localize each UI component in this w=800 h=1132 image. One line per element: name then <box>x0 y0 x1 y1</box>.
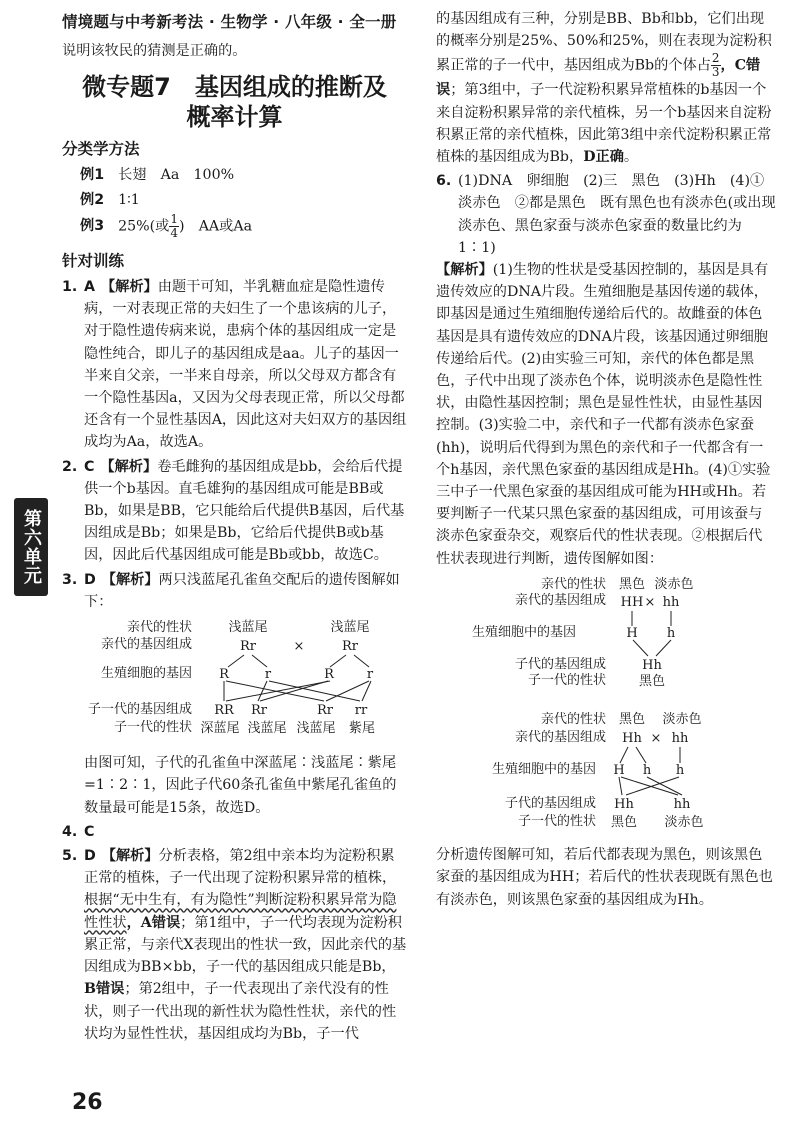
method-heading: 分类学方法 <box>62 140 140 159</box>
running-header: 情境题与中考新考法 · 生物学 · 八年级 · 全一册 <box>62 13 397 31</box>
svg-text:×: × <box>644 594 656 610</box>
svg-text:子一代的性状: 子一代的性状 <box>527 672 606 688</box>
svg-text:淡赤色: 淡赤色 <box>662 712 702 728</box>
example-1: 例1 长翅 Aa 100% <box>80 167 235 184</box>
intro-text: 说明该牧民的猜测是正确的。 <box>62 43 247 59</box>
page-number: 26 <box>72 1090 103 1115</box>
svg-text:浅蓝尾: 浅蓝尾 <box>228 620 268 636</box>
svg-text:黑色: 黑色 <box>638 673 666 689</box>
example-2: 例2 1∶1 <box>80 191 140 208</box>
svg-text:生殖细胞的基因: 生殖细胞的基因 <box>100 666 192 682</box>
question-1: 1. A 【解析】由题干可知，半乳糖血症是隐性遗传病，一对表现正常的夫妇生了一个患该病的儿子，对于隐性遗传病来说，患病个体的基因组成一定是隐性纯合，即儿子的基因组成是aa。儿子的基因一半来自父亲，一半来自母亲，所以父母双方都含有一个隐性基因a，又因为父母表现正常，所以父母都还含有一个显性基因A，因此这对夫妇双方的基因组成均为Aa，故选A。 <box>62 279 407 451</box>
silkworm-inheritance-diagram-1 <box>436 574 776 694</box>
svg-text:H: H <box>613 763 625 779</box>
closing-analysis: 分析遗传图解可知，若后代都表现为黑色，则该黑色家蚕的基因组成为HH；若后代的性状表现既有黑色也有淡赤色，则该黑色家蚕的基因组成为Hh。 <box>436 847 773 908</box>
unit-side-tab: 第六单元 <box>14 498 48 596</box>
svg-text:浅蓝尾: 浅蓝尾 <box>247 721 287 737</box>
question-2: 2. C 【解析】卷毛雌狗的基因组成是bb，会给后代提供一个b基因。直毛雄狗的基因组成可能是BB或Bb，如果是BB，它只能给后代提供B基因，后代基因组成是Bb；如果是Bb，它给后代提供B或b基因，因此后代基因组成可能是Bb或bb，故选C。 <box>62 458 405 564</box>
svg-text:r: r <box>264 667 272 683</box>
svg-text:hh: hh <box>673 797 691 813</box>
svg-text:亲代的基因组成: 亲代的基因组成 <box>100 637 192 653</box>
question-3: 3. D 【解析】两只浅蓝尾孔雀鱼交配后的遗传图解如下： <box>62 571 400 610</box>
left-column <box>62 40 407 1045</box>
svg-text:深蓝尾: 深蓝尾 <box>200 721 240 737</box>
svg-text:Rr: Rr <box>341 639 359 655</box>
svg-text:h: h <box>666 625 676 641</box>
example-3: 例3 25%(或 $\frac{1}{4}$ ) AA或Aa <box>80 211 253 240</box>
svg-text:子一代的性状: 子一代的性状 <box>517 814 596 830</box>
svg-text:Rr: Rr <box>239 639 257 655</box>
question-6: 6. (1)DNA 卵细胞 (2)三 黑色 (3)Hh (4)①淡赤色 ②都是黑色 既有黑色也有淡赤色(或出现淡赤色、黑色家蚕与淡赤色家蚕的数量比约为1∶1) <box>436 173 776 256</box>
svg-text:×: × <box>293 639 305 655</box>
svg-text:子一代的性状: 子一代的性状 <box>113 720 192 736</box>
svg-text:黑色: 黑色 <box>618 576 646 592</box>
svg-text:hh: hh <box>662 594 680 610</box>
svg-text:生殖细胞中的基因: 生殖细胞中的基因 <box>471 624 576 640</box>
svg-text:浅蓝尾: 浅蓝尾 <box>330 620 370 636</box>
svg-text:亲代的性状: 亲代的性状 <box>540 712 606 728</box>
svg-text:子代的基因组成: 子代的基因组成 <box>514 656 606 672</box>
svg-text:×: × <box>650 731 662 747</box>
svg-text:h: h <box>675 763 685 779</box>
question-5: 5. D 【解析】分析表格，第2组中亲本均为淀粉积累正常的植株，子一代出现了淀粉积累异常的植株，根据“无中生有，有为隐性”判断淀粉积累异常为隐性性状，A错误；第1组中，子一代均表现为淀粉积累正常，与亲代X表现出的性状一致，因此亲代的基因组成为BB×bb，子一代的基因组成只能是Bb，B错误；第2组中，子一代表现出了亲代没有的性状，则子一代出现的新性状为隐性性状，亲代的性状均为显性性状，基因组成均为Bb，子一代 <box>62 848 407 1042</box>
svg-text:亲代的性状: 亲代的性状 <box>540 576 606 592</box>
svg-text:Rr: Rr <box>316 703 334 719</box>
svg-text:h: h <box>642 763 652 779</box>
svg-text:浅蓝尾: 浅蓝尾 <box>296 721 336 737</box>
svg-text:Hh: Hh <box>642 657 662 673</box>
training-heading: 针对训练 <box>62 251 125 270</box>
svg-text:子一代的基因组成: 子一代的基因组成 <box>87 702 192 718</box>
svg-text:Rr: Rr <box>250 703 268 719</box>
q3-conclusion: 由图可知，子代的孔雀鱼中深蓝尾∶浅蓝尾∶紫尾=1∶2∶1，因此子代60条孔雀鱼中紫尾孔雀鱼的数量最可能是15条，故选D。 <box>84 755 397 816</box>
svg-text:r: r <box>366 667 374 683</box>
svg-text:淡赤色: 淡赤色 <box>654 576 694 592</box>
section-title: 微专题7 基因组成的推断及 概率计算 <box>82 73 387 132</box>
q6-analysis: 【解析】(1)生物的性状是受基因控制的，基因是具有遗传效应的DNA片段。生殖细胞是基因传递的载体，即基因是通过生殖细胞传递给后代的。故雌蚕的体色基因是具有遗传效应的DNA片段，该基因通过卵细胞传递给后代。(2)由实验三可知，亲代的体色都是黑色，子代中出现了淡赤色个体，说明淡赤色是隐性性状，由隐性基因控制；黑色是显性性状，由显性基因控制。(3)实验二中，亲代和子一代都有淡赤色家蚕(hh)，说明后代得到为黑色的亲代和子一代都含有一个h基因，亲代黑色家蚕的基因组成是Hh。(4)①实验三中子一代黑色家蚕的基因组成可能为HH或Hh。若要判断子一代某只黑色家蚕的基因组成，可用该蚕与淡赤色家蚕杂交，观察后代的性状表现。②根据后代性状表现进行判断，遗传图解如图： <box>436 262 771 567</box>
svg-text:hh: hh <box>671 731 689 747</box>
svg-text:R: R <box>324 667 334 683</box>
svg-text:亲代的基因组成: 亲代的基因组成 <box>514 592 606 608</box>
svg-text:子代的基因组成: 子代的基因组成 <box>504 796 596 812</box>
svg-text:Hh: Hh <box>622 731 642 747</box>
svg-text:R: R <box>219 667 229 683</box>
silkworm-inheritance-diagram-2 <box>436 709 776 833</box>
fraction: $\frac{1}{4}$ <box>170 211 178 240</box>
right-column <box>436 8 776 911</box>
svg-text:生殖细胞中的基因: 生殖细胞中的基因 <box>491 762 596 778</box>
fraction: $\frac{2}{3}$ <box>711 51 720 80</box>
svg-text:淡赤色: 淡赤色 <box>664 815 704 831</box>
question-4: 4. C <box>62 823 95 840</box>
svg-text:H: H <box>626 625 638 641</box>
svg-text:黑色: 黑色 <box>618 712 646 728</box>
peacock-fish-inheritance-diagram <box>62 617 407 741</box>
q5-continuation: 的基因组成有三种，分别是BB、Bb和bb，它们出现的概率分别是25%、50%和25%，则在表现为淀粉积累正常的子一代中，基因组成为Bb的个体占 $\frac{2}{3}$ ，C错误；第3组中，子一代淀粉积累异常植株的b基因一个来自淀粉积累异常的亲代植株，另一个b基因来自淀粉积累正常的亲代植株，因此第3组中亲代淀粉积累正常植株的基因组成为Bb，D正确。 <box>436 11 772 166</box>
svg-text:黑色: 黑色 <box>610 815 638 831</box>
svg-text:RR: RR <box>214 703 234 719</box>
svg-text:Hh: Hh <box>614 797 634 813</box>
svg-text:紫尾: 紫尾 <box>348 721 376 737</box>
svg-text:HH: HH <box>620 594 644 610</box>
svg-text:亲代的性状: 亲代的性状 <box>126 620 192 636</box>
svg-text:rr: rr <box>354 703 368 719</box>
svg-text:亲代的基因组成: 亲代的基因组成 <box>514 730 606 746</box>
